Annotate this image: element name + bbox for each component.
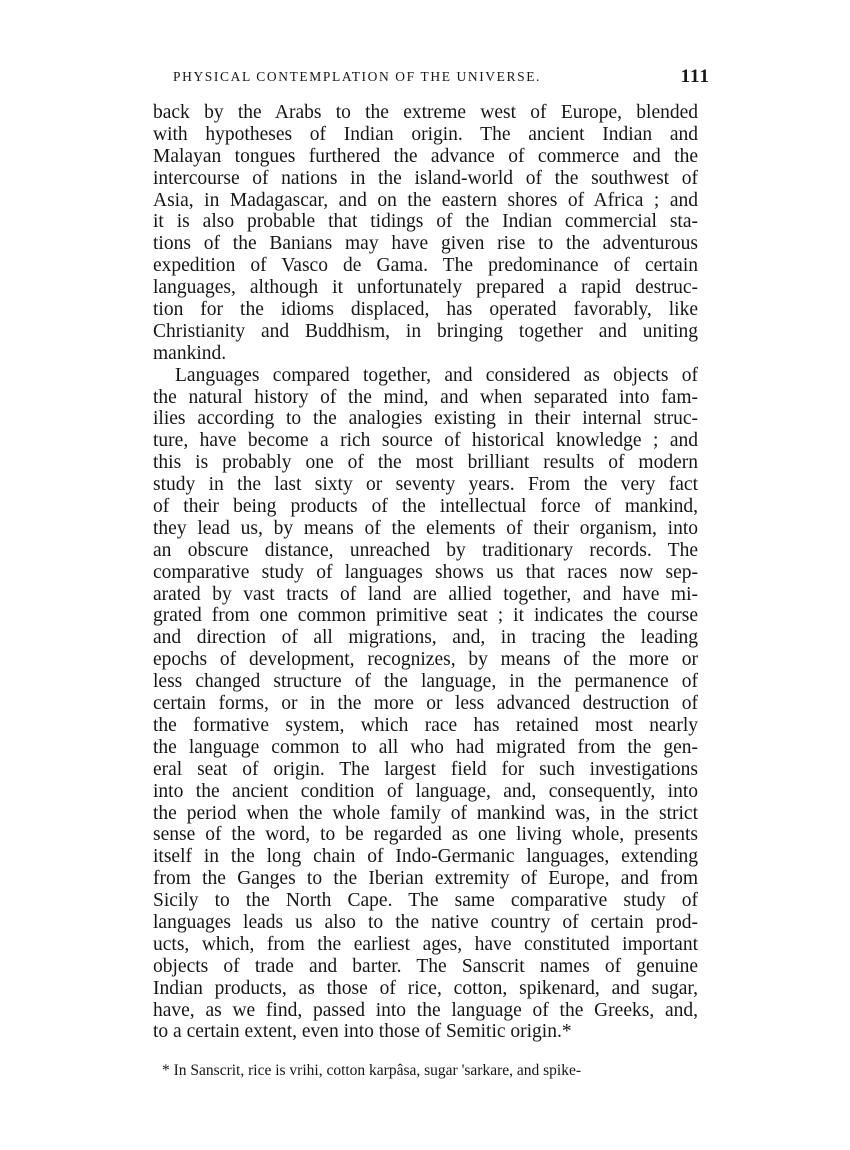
- text-line: tion for the idioms displaced, has operated favorably, like: [153, 299, 698, 321]
- text-line: back by the Arabs to the extreme west of Europe, blended: [153, 102, 698, 123]
- text-line: ture, have become a rich source of historical knowledge ; and: [153, 430, 698, 452]
- text-line: the period when the whole family of mankind was, in the strict: [153, 802, 698, 824]
- text-line: less changed structure of the language, in the permanence of: [153, 671, 698, 693]
- text-line: an obscure distance, unreached by traditionary records. The: [153, 539, 698, 561]
- text-line: epochs of development, recognizes, by means of the more or: [153, 649, 698, 671]
- text-line: ucts, which, from the earliest ages, have constituted important: [153, 933, 698, 955]
- text-line: eral seat of origin. The largest field for such investigations: [153, 758, 698, 780]
- text-line: have, as we find, passed into the language of the Greeks, and,: [153, 999, 698, 1021]
- text-line: languages, although it unfortunately prepared a rapid destruc-: [153, 277, 698, 299]
- text-line: Languages compared together, and considered as objects of: [175, 364, 698, 386]
- text-line: Asia, in Madagascar, and on the eastern shores of Africa ; and: [153, 189, 698, 211]
- text-line: they lead us, by means of the elements of their organism, into: [153, 517, 698, 539]
- text-line: to a certain extent, even into those of Semitic origin.*: [153, 1021, 572, 1043]
- footnote: * In Sanscrit, rice is vrihi, cotton karpâsa, sugar 'sarkare, and spike-: [162, 1062, 582, 1079]
- text-line: into the ancient condition of language, and, consequently, into: [153, 780, 698, 802]
- text-line: grated from one common primitive seat ; it indicates the course: [153, 605, 698, 627]
- text-line: from the Ganges to the Iberian extremity of Europe, and from: [153, 868, 698, 890]
- page-number: 111: [680, 66, 710, 87]
- body-text: [153, 102, 698, 1043]
- text-line: of their being products of the intellectual force of mankind,: [153, 496, 698, 518]
- text-line: the natural history of the mind, and when separated into fam-: [153, 386, 698, 408]
- text-line: intercourse of nations in the island-world of the southwest of: [153, 167, 698, 189]
- text-line: the formative system, which race has retained most nearly: [153, 714, 698, 736]
- text-line: languages leads us also to the native country of certain prod-: [153, 911, 698, 933]
- text-line: Indian products, as those of rice, cotton, spikenard, and sugar,: [153, 977, 698, 999]
- text-line: certain forms, or in the more or less advanced destruction of: [153, 693, 698, 715]
- paragraph: [153, 102, 698, 365]
- text-line: itself in the long chain of Indo-Germanic languages, extending: [153, 846, 698, 868]
- text-line: and direction of all migrations, and, in tracing the leading: [153, 627, 698, 649]
- text-line: arated by vast tracts of land are allied together, and have mi-: [153, 583, 698, 605]
- text-line: Christianity and Buddhism, in bringing together and uniting: [153, 320, 698, 342]
- text-line: mankind.: [153, 342, 227, 364]
- text-line: study in the last sixty or seventy years. From the very fact: [153, 474, 698, 496]
- paragraph: [153, 365, 698, 1044]
- text-line: objects of trade and barter. The Sanscrit names of genuine: [153, 955, 698, 977]
- running-title: PHYSICAL CONTEMPLATION OF THE UNIVERSE.: [173, 69, 542, 84]
- text-line: comparative study of languages shows us that races now sep-: [153, 561, 698, 583]
- text-line: sense of the word, to be regarded as one living whole, presents: [153, 824, 698, 846]
- text-line: Malayan tongues furthered the advance of commerce and the: [153, 145, 698, 167]
- text-line: it is also probable that tidings of the Indian commercial sta-: [153, 211, 698, 233]
- text-line: tions of the Banians may have given rise to the adventurous: [153, 233, 698, 255]
- text-line: Sicily to the North Cape. The same comparative study of: [153, 890, 698, 912]
- text-line: the language common to all who had migrated from the gen-: [153, 736, 698, 758]
- text-line: ilies according to the analogies existing in their internal struc-: [153, 408, 698, 430]
- page-header: [173, 66, 713, 90]
- text-line: this is probably one of the most brilliant results of modern: [153, 452, 698, 474]
- text-line: with hypotheses of Indian origin. The ancient Indian and: [153, 123, 698, 145]
- text-line: expedition of Vasco de Gama. The predominance of certain: [153, 255, 698, 277]
